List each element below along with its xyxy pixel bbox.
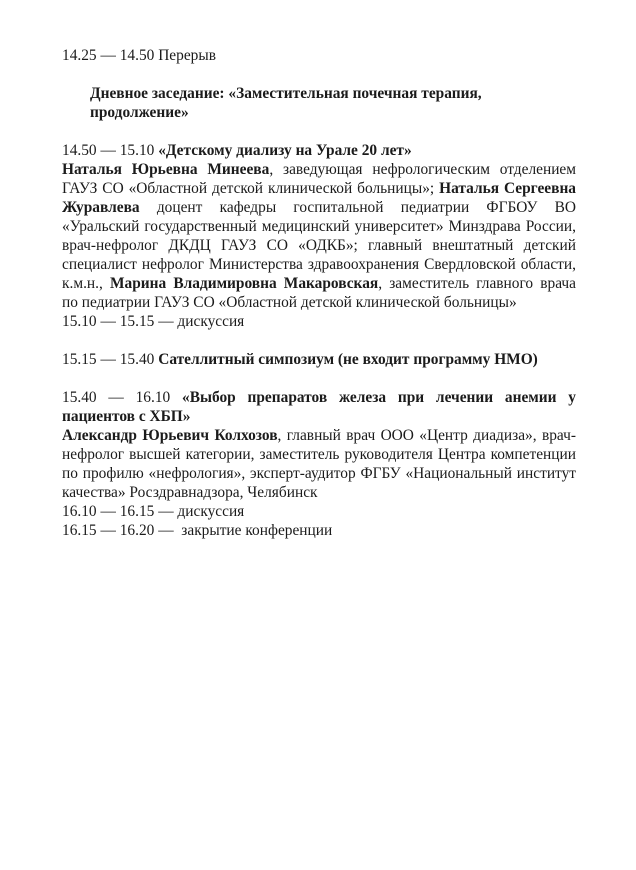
blank-line <box>62 65 576 84</box>
satellite-line <box>62 350 576 369</box>
speaker-name: Наталья Юрьевна Минеева <box>62 161 270 178</box>
talk1-speakers-paragraph <box>62 160 576 312</box>
closing-line: 16.15 — 16.20 — закрытие конференции <box>62 522 333 539</box>
talk2-title: «Выбор препаратов железа при лечении анемии у пациентов с ХБП» <box>62 389 576 425</box>
blank-line <box>62 122 576 141</box>
speaker-details: , заместитель главного врача по педиатрии ГАУЗ СО «Областной детской клинической больницы» <box>62 275 576 311</box>
talk1-discussion-line: 15.10 — 15.15 — дискуссия <box>62 313 245 330</box>
satellite-title: Сателлитный симпозиум (не входит программу НМО) <box>158 351 538 368</box>
speaker-name: Наталья Сергеевна Журавлева <box>62 180 577 216</box>
talk2-title-line <box>62 388 576 426</box>
program-text-block <box>62 46 576 540</box>
speaker-details: доцент кафедры госпитальной педиатрии ФГБОУ ВО «Уральский государственный медицинский университет» Минздрава России, врач-нефролог ДКДЦ ГАУЗ СО «ОДКБ»; главный внештатный детский специалист нефролог Министерства здравоохранения Свердловской области, к.м.н., <box>62 199 576 292</box>
blank-line <box>62 369 576 388</box>
speaker-name: Александр Юрьевич Колхозов <box>62 427 278 444</box>
talk1-time: 14.50 — 15.10 <box>62 142 155 159</box>
speaker-details: , главный врач ООО «Центр диадиза», врач-нефролог высшей категории, заместитель руководителя Центра компетенции по профилю «нефрология», эксперт-аудитор ФГБУ «Национальный институт качества» Росздравнадзора, Челябинск <box>62 427 577 501</box>
talk1-title: «Детскому диализу на Урале 20 лет» <box>158 142 412 159</box>
break-line: 14.25 — 14.50 Перерыв <box>62 47 216 64</box>
talk2-speaker-paragraph <box>62 426 576 502</box>
talk1-title-line <box>62 141 576 160</box>
speaker-name: Марина Владимировна Макаровская <box>109 275 379 292</box>
talk2-discussion-line: 16.10 — 16.15 — дискуссия <box>62 503 245 520</box>
satellite-time: 15.15 — 15.40 <box>62 351 155 368</box>
blank-line <box>62 331 576 350</box>
session-heading: Дневное заседание: «Заместительная почечная терапия, продолжение» <box>90 85 482 121</box>
talk2-time: 15.40 — 16.10 <box>62 389 171 406</box>
speaker-details: , заведующая нефрологическим отделением ГАУЗ СО «Областной детской клинической больницы»; <box>62 161 577 197</box>
